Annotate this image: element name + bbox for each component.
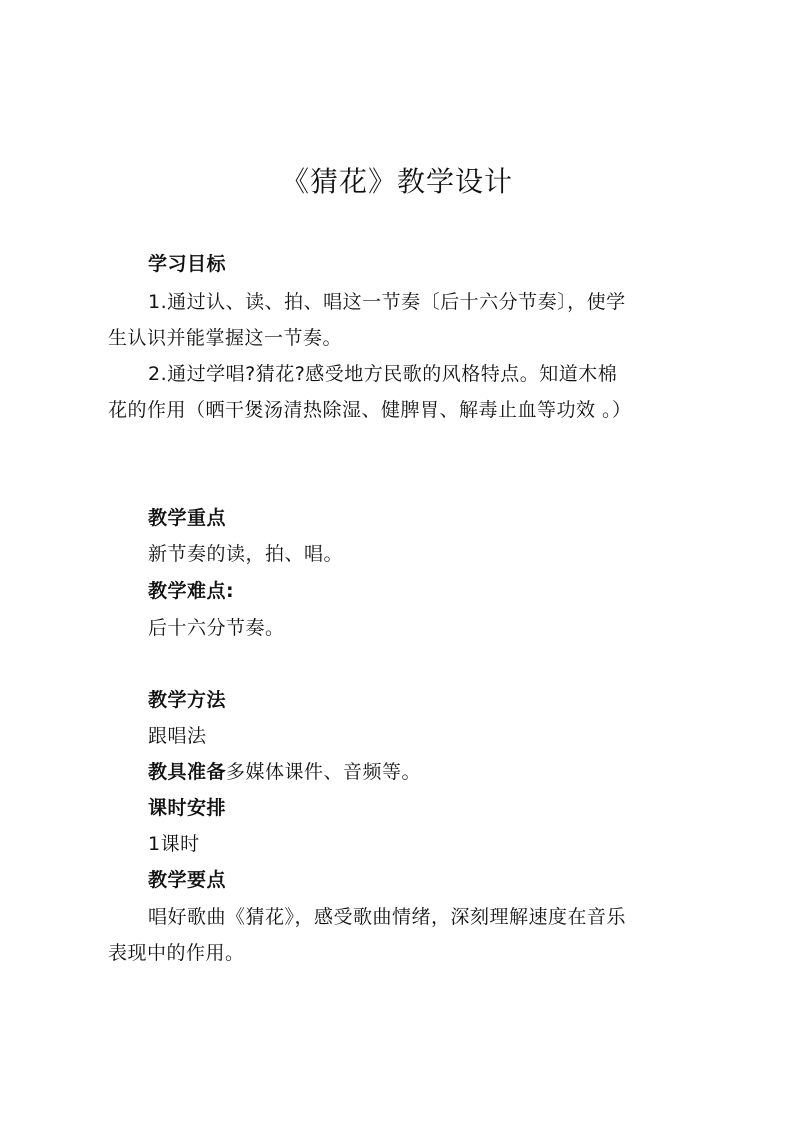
objectives-heading: 学习目标	[148, 253, 227, 275]
objective-1-line-1: 1.通过认、读、拍、唱这一节奏〔后十六分节奏〕，使学	[148, 291, 626, 313]
difficulties-text: 后十六分节奏。	[148, 617, 285, 639]
tools-heading: 教具准备	[148, 761, 227, 783]
methods-text: 跟唱法	[148, 725, 207, 747]
key-points-text: 新节奏的读，拍、唱。	[148, 543, 344, 565]
methods-heading: 教学方法	[148, 689, 227, 711]
schedule-heading: 课时安排	[148, 797, 227, 819]
difficulties-heading: 教学难点:	[148, 580, 235, 602]
tools-text: 多媒体课件、音频等。	[226, 761, 422, 783]
essentials-line-1: 唱好歌曲《猜花》，感受歌曲情绪，深刻理解速度在音乐	[148, 906, 627, 928]
schedule-text: 1课时	[148, 833, 200, 855]
objective-2-line-1: 2.通过学唱?猜花?感受地方民歌的风格特点。知道木棉	[148, 363, 618, 385]
objective-2-line-2: 花的作用（晒干煲汤清热除湿、健脾胃、解毒止血等功效 。）	[108, 399, 632, 421]
essentials-line-2: 表现中的作用。	[108, 942, 245, 964]
tools-line	[148, 754, 728, 790]
document-title: 《猜花》教学设计	[280, 165, 513, 198]
objective-1-line-2: 生认识并能掌握这一节奏。	[108, 327, 343, 349]
key-points-heading: 教学重点	[148, 507, 227, 529]
essentials-heading: 教学要点	[148, 869, 227, 891]
